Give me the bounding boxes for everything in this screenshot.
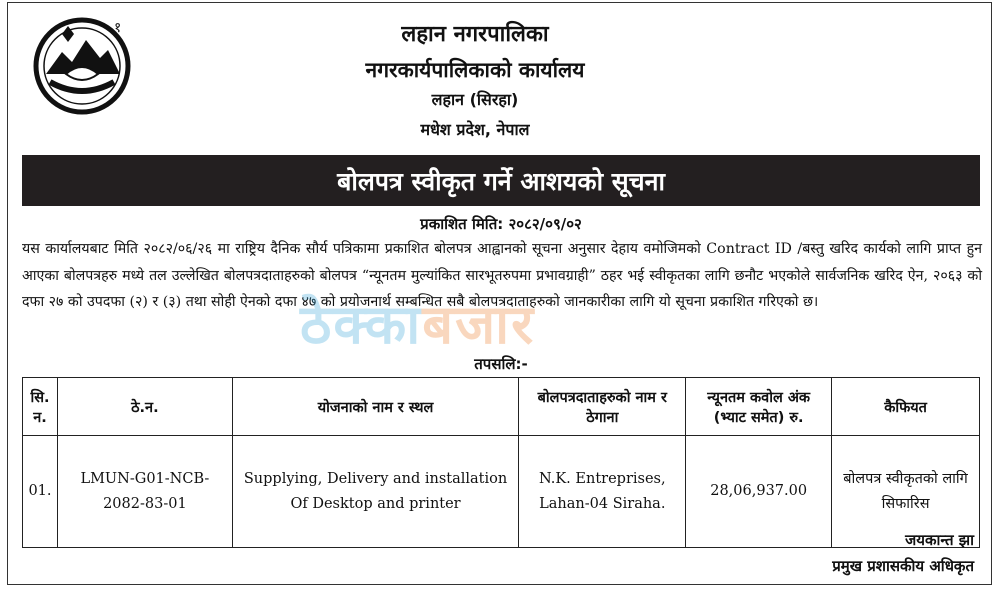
header-sn: सि. न.: [23, 378, 58, 436]
cell-bidder: N.K. Entreprises, Lahan-04 Siraha.: [519, 436, 686, 548]
signatory-designation: प्रमुख प्रशासकीय अधिकृत: [832, 557, 974, 575]
cell-contract-no: LMUN-G01-NCB-2082-83-01: [57, 436, 232, 548]
header-contract-no: ठे.न.: [57, 378, 232, 436]
annex-label: तपसलि:-: [474, 355, 528, 373]
table-header-row: [23, 378, 980, 436]
header-remarks: कैफियत: [832, 378, 980, 436]
office-province: मधेश प्रदेश, नेपाल: [420, 120, 530, 139]
published-date: प्रकाशित मिति: २०८२/०९/०२: [420, 215, 582, 233]
header-amount: न्यूनतम कवोल अंक (भ्याट समेत) रु.: [686, 378, 832, 436]
office-subtitle: नगरकार्यपालिकाको कार्यालय: [365, 58, 585, 82]
header-bidder: बोलपत्रदाताहरुको नाम र ठेगाना: [519, 378, 686, 436]
notice-title: बोलपत्र स्वीकृत गर्ने आशयको सूचना: [337, 166, 665, 196]
cell-amount: 28,06,937.00: [686, 436, 832, 548]
watermark-part1: ठेक्का: [300, 293, 423, 356]
cell-sn: 01.: [23, 436, 58, 548]
notice-title-banner: [22, 155, 980, 206]
office-name: लहान नगरपालिका: [401, 22, 549, 47]
table-row: [23, 436, 980, 548]
header-project: योजनाको नाम र स्थल: [232, 378, 519, 436]
svg-text:१: १: [114, 20, 122, 36]
watermark-part2: बजार: [422, 293, 536, 356]
nepal-government-emblem-icon: [28, 12, 136, 116]
cell-remarks: बोलपत्र स्वीकृतको लागि सिफारिस: [832, 436, 980, 548]
office-location: लहान (सिरहा): [431, 90, 519, 109]
cell-project: Supplying, Delivery and installation Of Desktop and printer: [232, 436, 519, 548]
signatory-name: जयकान्त झा: [905, 531, 974, 549]
bid-table: [22, 377, 980, 548]
notice-body: यस कार्यालयबाट मिति २०८२/०६/२६ मा राष्ट्रिय दैनिक सौर्य पत्रिकामा प्रकाशित बोलपत्र आह्वानको सूचना अनुसार देहाय वमोजिमको Contract ID /बस्तु खरिद कार्यको लागि प्राप्त हुन आएका बोलपत्रहरु मध्ये तल उल्लेखित बोलपत्रदाताहरुको बोलपत्र “न्यूनतम मुल्यांकित सारभूतरुपमा प्रभावग्राही” ठहर भई स्वीकृतका लागि छनौट भएकोले सार्वजनिक खरिद ऐन, २०६३ को दफा २७ को उपदफा (२) र (३) तथा सोही ऐनको दफा ४७ को प्रयोजनार्थ सम्बन्धित सबै बोलपत्रदाताहरुको जानकारीका लागि यो सूचना प्रकाशित गरिएको छ।: [22, 241, 982, 310]
